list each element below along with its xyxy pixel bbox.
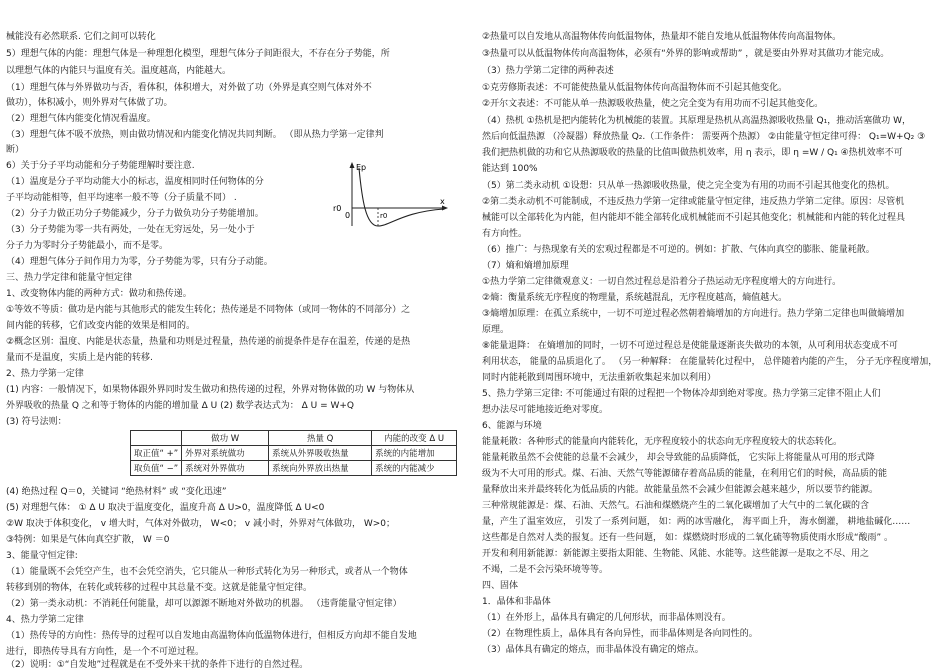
origin-label: 0 <box>345 211 351 220</box>
text-line: ②热量可以自发地从高温物体传向低温物体，热量却不能自发地从低温物体传向高温物体。 <box>482 32 842 42</box>
text-line: 开发和利用新能源：新能源主要指太阳能、生物能、风能、水能等。这些能源一是取之不尽、用之 <box>482 549 870 559</box>
section-heading: （3）热力学第二定律的两种表述 <box>482 66 614 76</box>
text-line: 1、改变物体内能的两种方式：做功和热传递。 <box>6 289 192 299</box>
text-line: 级为不大可用的形式。煤、石油、天然气等能源储存着高品质的能量，在利用它们的时候，高品质的能 <box>482 469 888 479</box>
y-axis-arrow <box>350 162 355 168</box>
table-cell: 内能的改变 Δ U <box>372 431 457 446</box>
text-line: 进行，即热传导具有方向性，是一个不可逆过程。 <box>6 647 205 657</box>
text-line: ①等效不等质：做功是内能与其他形式的能发生转化；热传递是不同物体（或同一物体的不同部分）之 <box>6 305 411 315</box>
potential-energy-graph <box>332 160 450 232</box>
text-line: （1）能量既不会凭空产生，也不会凭空消失，它只能从一种形式转化为另一种形式，或者从一个物体 <box>6 567 408 577</box>
section-heading: 1．晶体和非晶体 <box>482 597 551 607</box>
table-cell: 系统对外界做功 <box>182 461 269 476</box>
sign-convention-table <box>130 430 457 476</box>
text-line: (3) 符号法则： <box>6 417 67 427</box>
table-cell: 系统的内能增加 <box>372 446 457 461</box>
text-line: 子平均动能相等，但平均速率一般不等（分子质量不同） . <box>6 193 237 203</box>
text-line: （4）理想气体分子间作用力为零，分子势能为零，只有分子动能。 <box>6 257 273 267</box>
text-line: 量，产生了温室效应， 引发了一系列问题， 如：两的冰雪融化， 海平面上升， 海水倒灌， 耕地盐碱化…… <box>482 517 911 527</box>
table-cell: 系统从外界吸收热量 <box>269 446 372 461</box>
section-heading: （7）熵和熵增加原理 <box>482 261 569 271</box>
text-line: （4）热机 ①热机是把内能转化为机械能的装置。其原理是热机从高温热源吸收热量 Q₁，推动活塞做功 W， <box>482 116 911 126</box>
text-line: 然后向低温热源 （冷凝器）释放热量 Q₂.（工作条件： 需要两个热源） ②由能量守恒定律可得： Q₁=W+Q₂ ③ <box>482 132 926 142</box>
table-row <box>131 446 457 461</box>
text-line: ②第二类永动机不可能制成，不违反热力学第一定律或能量守恒定律，违反热力学第二定律。原因：尽管机 <box>482 197 905 207</box>
section-heading: 6）关于分子平均动能和分子势能理解时要注意. <box>6 161 195 171</box>
text-line: ①克劳修斯表述：不可能使热量从低温物体传向高温物体而不引起其他变化。 <box>482 83 788 93</box>
text-line: (4) 绝热过程 Q＝0，关键词 “绝热材料” 或 “变化迅速” <box>6 487 227 497</box>
text-line: 量而不是温度，实质上是内能的转移. <box>6 353 153 363</box>
r0-axis-label: r0 <box>380 212 388 220</box>
text-line: ③特例：如果是气体向真空扩散， W ＝0 <box>6 535 170 545</box>
text-line: 械能可以全部转化为内能，但内能却不能全部转化成机械能而不引起其他变化；机械能和内能的转化过程具 <box>482 213 906 223</box>
section-heading: 6、能源与环境 <box>482 421 542 431</box>
text-line: ⑧能量退降： 在熵增加的同时，一切不可逆过程总是使能量逐渐丧失做功的本领，从可利用状态变成不可 <box>482 341 898 351</box>
text-line: （2）第一类永动机：不消耗任何能量，却可以源源不断地对外做功的机器。 （违背能量守恒定律） <box>6 599 402 609</box>
text-line: （1）热传导的方向性：热传导的过程可以自发地由高温物体向低温物体进行，但相反方向却不能自发地 <box>6 631 417 641</box>
text-line: （2）理想气体内能变化情况看温度。 <box>6 114 156 124</box>
text-line: 我们把热机做的功和它从热源吸收的热量的比值叫做热机效率，用 η 表示，即 η =W / Q₁ ④热机效率不可 <box>482 148 903 158</box>
ep-axis-label: Ep <box>356 163 367 172</box>
text-line: 能量耗散虽然不会使能的总量不会减少， 却会导致能的品质降低， 它实际上将能量从可用的形式降 <box>482 453 875 463</box>
section-heading: 3、能量守恒定律: <box>6 551 78 561</box>
table-cell <box>131 431 182 446</box>
text-line: ②开尔文表述：不可能从单一热源吸收热量，使之完全变为有用功而不引起其他变化。 <box>482 99 824 109</box>
text-line: 做功），体积减小，则外界对气体做了功。 <box>6 98 173 108</box>
section-heading: 4、热力学第二定律 <box>6 615 84 625</box>
text-line: （1）在外形上，晶体具有确定的几何形状，而非晶体则没有。 <box>482 613 731 623</box>
section-heading: 四、固体 <box>482 581 519 591</box>
text-line: 能量耗散：各种形式的能量向内能转化，无序程度较小的状态向无序程度较大的状态转化。 <box>482 437 843 447</box>
table-cell: 取正值“ +” <box>131 446 182 461</box>
table-cell: 做功 W <box>182 431 269 446</box>
text-line: （2）说明：①“自发地”过程就是在不受外来干扰的条件下进行的自然过程。 <box>6 660 309 670</box>
text-line: 有方向性。 <box>482 229 528 239</box>
text-line: ①热力学第二定律微观意义：一切自然过程总是沿着分子热运动无序程度增大的方向进行。 <box>482 277 842 287</box>
text-line: 同时内能耗散到周围环境中，无法重新收集起来加以利用） <box>482 373 717 383</box>
section-heading: 三、热力学定律和能量守恒定律 <box>6 273 133 283</box>
text-line: ②W 取决于体积变化， v 增大时，气体对外做功， W<0； v 减小时，外界对气体做功， W>0； <box>6 519 395 529</box>
text-line: 这些都是自然对人类的报复。还有一些问题， 如：煤燃烧时形成的二氧化硫等物质使雨水形成“酸雨” 。 <box>482 533 894 543</box>
text-line: 能达到 100% <box>482 164 538 174</box>
text-line: 5）理想气体的内能：理想气体是一种理想化模型，理想气体分子间距很大，不存在分子势能，所 <box>6 49 390 59</box>
text-line: （3）晶体具有确定的熔点，而非晶体没有确定的熔点。 <box>482 645 704 655</box>
r0-left-label: r0 <box>333 204 342 213</box>
text-line: （1）温度是分子平均动能大小的标志，温度相同时任何物体的分 <box>6 177 264 187</box>
text-line: (1) 内容：一般情况下，如果物体跟外界同时发生做功和热传递的过程，外界对物体做的功 W 与物体从 <box>6 385 415 395</box>
text-line: 间内能的转移，它们改变内能的效果是相同的。 <box>6 321 196 331</box>
table-cell: 热量 Q <box>269 431 372 446</box>
text-line: 外界吸收的热量 Q 之和等于物体的内能的增加量 Δ U (2) 数学表达式为： Δ U = W+Q <box>6 401 354 411</box>
text-line: (5) 对理想气体： ① Δ U 取决于温度变化，温度升高 Δ U>0，温度降低 Δ U<0 <box>6 503 325 513</box>
text-line: ②熵：衡量系统无序程度的物理量，系统越混乱，无序程度越高，熵值越大。 <box>482 293 788 303</box>
section-heading: 5、热力学第三定律: 不可能通过有限的过程把一个物体冷却到绝对零度。热力学第三定律不阻止人们 <box>482 389 881 399</box>
text-line: （1）理想气体与外界做功与否，看体积，体积增大，对外做了功（外界是真空则气体对外不 <box>6 83 372 93</box>
text-line: 不竭，二是不会污染环境等等。 <box>482 565 609 575</box>
table-cell: 取负值“ −” <box>131 461 182 476</box>
text-line: （2）在物理性质上，晶体具有各向异性，而非晶体则是各向同性的。 <box>482 629 758 639</box>
table-cell: 外界对系统做功 <box>182 446 269 461</box>
text-line: （6）推广：与热现象有关的宏观过程都是不可逆的。例如：扩散、气体向真空的膨胀、能量耗散。 <box>482 245 875 255</box>
table-row <box>131 461 457 476</box>
text-line: （2）分子力做正功分子势能减少，分子力做负功分子势能增加。 <box>6 209 264 219</box>
text-line: 分子力为零时分子势能最小，而不是零。 <box>6 241 169 251</box>
table-cell: 系统向外界放出热量 <box>269 461 372 476</box>
text-line: 转移到别的物体，在转化或转移的过程中其总量不变。这就是能量守恒定律。 <box>6 583 313 593</box>
text-line: （3）理想气体不吸不放热，则由做功情况和内能变化情况共同判断。 （即从热力学第一定律判 <box>6 130 384 140</box>
text-line: 想办法尽可能地接近绝对零度。 <box>482 405 609 415</box>
text-line: ③热量可以从低温物体传向高温物体，必须有“外界的影响或帮助” ，就是要由外界对其做功才能完成。 <box>482 49 890 59</box>
text-line: 利用状态， 能量的品质退化了。 （另一种解释： 在能量转化过程中， 总伴随着内能的产生， 分子无序程度增加， <box>482 357 938 367</box>
text-line: 以理想气体的内能只与温度有关。温度越高，内能越大。 <box>6 66 232 76</box>
section-heading: 2、热力学第一定律 <box>6 369 84 379</box>
text-line: （3）分子势能为零一共有两处，一处在无穷远处，另一处小于 <box>6 225 255 235</box>
text-line: 械能没有必然联系. 它们之间可以转化 <box>6 32 156 42</box>
text-line: ③熵增加原理：在孤立系统中，一切不可逆过程必然朝着熵增加的方向进行。热力学第二定律也叫做熵增加 <box>482 309 905 319</box>
text-line: 断） <box>6 145 25 155</box>
table-header-row <box>131 431 457 446</box>
x-axis-label: x <box>440 197 445 206</box>
ep-curve <box>359 168 444 226</box>
text-line: 原理。 <box>482 325 510 335</box>
table-cell: 系统的内能减少 <box>372 461 457 476</box>
text-line: 量释放出来并最终转化为低品质的内能。故能量虽然不会减少但能源会越来越少，所以要节约能源。 <box>482 485 879 495</box>
text-line: 三种常规能源是：煤、石油、天然气。石油和煤燃烧产生的二氧化碳增加了大气中的二氧化碳的含 <box>482 501 870 511</box>
x-axis-arrow <box>442 206 448 211</box>
text-line: ②概念区别：温度、内能是状态量，热量和功则是过程量，热传递的前提条件是存在温差，传递的是热 <box>6 337 411 347</box>
text-line: （5）第二类永动机 ①设想：只从单一热源吸收热量，使之完全变为有用的功而不引起其他变化的热机。 <box>482 181 895 191</box>
